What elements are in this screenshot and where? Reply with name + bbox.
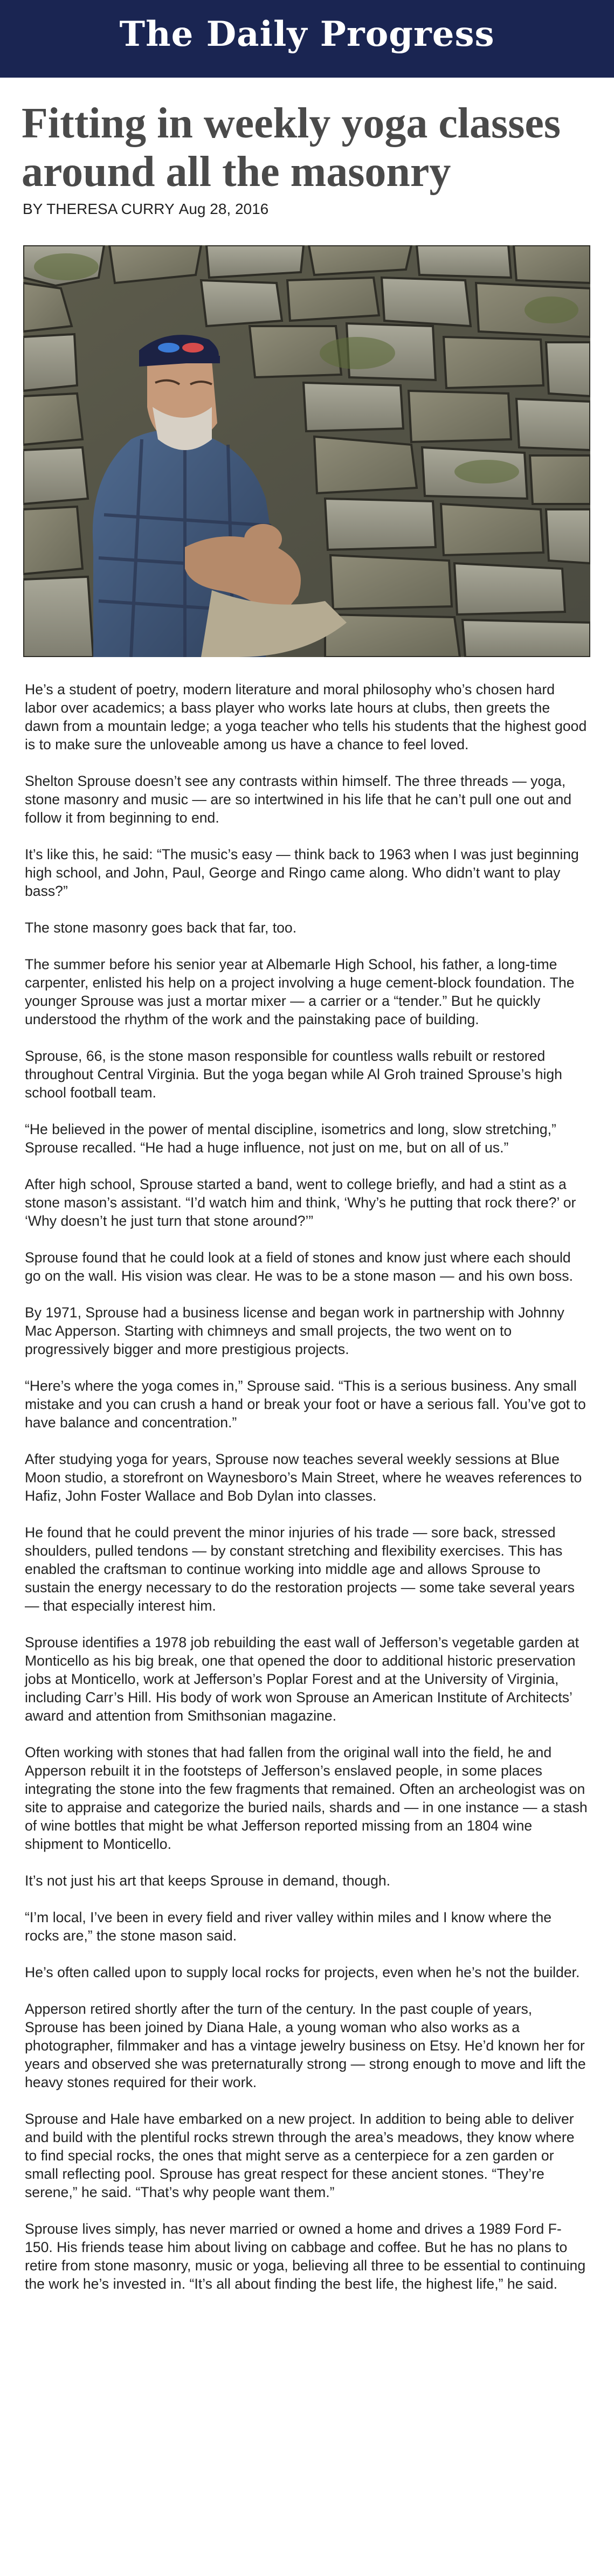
paragraph: The summer before his senior year at Albemarle High School, his father, a long-time carpenter, enlisted his help on a project involving a huge cement-block foundation. The younger Sprouse was just a mortar mixer — a carrier or a “tender.” But he quickly understood the rhythm of the work and the painstaking pace of building.: [25, 956, 575, 1027]
paragraph: He’s a student of poetry, modern literature and moral philosophy who’s chosen hard labor over academics; a bass player who works late hours at clubs, then greets the dawn from a mountain ledge; a yoga teacher who tells his students that the highest good is to make sure the unloveable among us have a chance to feel loved.: [25, 681, 587, 752]
paragraph: Sprouse and Hale have embarked on a new project. In addition to being able to deliver and build with the plentiful rocks strewn through the area’s meadows, they know where to find special rocks, the ones that might serve as a centerpiece for a zen garden or small reflecting pool. Sprouse has great respect for these ancient stones. “They’re serene,” he said. “That’s why people want them.”: [25, 2111, 575, 2200]
paragraph: Shelton Sprouse doesn’t see any contrasts within himself. The three threads — yoga, stone masonry and music — are so intertwined in his life that he can’t pull one out and follow it from beginning to end.: [25, 773, 572, 826]
paragraph: After high school, Sprouse started a band, went to college briefly, and had a stint as a stone mason’s assistant. “I’d watch him and think, ‘Why’s he putting that rock there?’ or ‘Why doesn’t he just turn that stone around?’”: [25, 1176, 576, 1229]
paragraph: By 1971, Sprouse had a business license and began work in partnership with Johnny Mac Apperson. Starting with chimneys and small projects, the two went on to progressively bigger and more prestigious projects.: [25, 1304, 564, 1357]
paragraph: It’s like this, he said: “The music’s easy — think back to 1963 when I was just beginning high school, and John, Paul, George and Ringo came along. Who didn’t want to play bass?”: [25, 846, 579, 899]
masthead: [0, 0, 614, 78]
paragraph: “I’m local, I’ve been in every field and river valley within miles and I know where the rocks are,” the stone mason said.: [25, 1909, 552, 1944]
article-photo: [23, 245, 590, 657]
byline-date: Aug 28, 2016: [178, 201, 269, 217]
article-headline: Fitting in weekly yoga classes around all the masonry: [22, 100, 561, 196]
paragraph: After studying yoga for years, Sprouse now teaches several weekly sessions at Blue Moon studio, a storefront on Waynesboro’s Main Street, where he weaves references to Hafiz, John Foster Wallace and Bob Dylan into classes.: [25, 1451, 582, 1504]
paragraph: The stone masonry goes back that far, too.: [25, 920, 297, 936]
byline: [23, 201, 273, 218]
byline-author: BY THERESA CURRY: [23, 201, 175, 217]
paragraph: He’s often called upon to supply local rocks for projects, even when he’s not the builder.: [25, 1964, 580, 1980]
masthead-logo[interactable]: The Daily Progress: [119, 14, 495, 54]
article-body: [25, 680, 588, 2311]
paragraph: Sprouse identifies a 1978 job rebuilding the east wall of Jefferson’s vegetable garden at Monticello as his big break, one that opened the door to additional historic preservation jobs at Monticello, work at Jefferson’s Poplar Forest and at the University of Virginia, including Carr’s Hill. His body of work won Sprouse an American Institute of Architects’ award and attention from Smithsonian magazine.: [25, 1634, 579, 1724]
paragraph: Sprouse lives simply, has never married or owned a home and drives a 1989 Ford F-150. His friends tease him about living on cabbage and coffee. But he has no plans to retire from stone masonry, music or yoga, believing all three to be essential to continuing the work he’s invested in. “It’s all about finding the best life, the highest life,” he said.: [25, 2221, 586, 2292]
paragraph: Apperson retired shortly after the turn of the century. In the past couple of years, Sprouse has been joined by Diana Hale, a young woman who also works as a photographer, filmmaker and has a vintage jewelry business on Etsy. He’d known her for years and observed she was preternaturally strong — strong enough to move and lift the heavy stones required for their work.: [25, 2001, 586, 2090]
paragraph: Sprouse, 66, is the stone mason responsible for countless walls rebuilt or restored throughout Central Virginia. But the yoga began while Al Groh trained Sprouse’s high school football team.: [25, 1048, 562, 1101]
paragraph: He found that he could prevent the minor injuries of his trade — sore back, stressed shoulders, pulled tendons — by constant stretching and flexibility exercises. This has enabled the craftsman to continue working into middle age and allows Sprouse to sustain the energy necessary to do the restoration projects — some take several years — that especially interest him.: [25, 1524, 575, 1614]
paragraph: “Here’s where the yoga comes in,” Sprouse said. “This is a serious business. Any small mistake and you can crush a hand or break your foot or have a serious fall. You’ve got to have balance and concentration.”: [25, 1378, 586, 1431]
paragraph: “He believed in the power of mental discipline, isometrics and long, slow stretching,” Sprouse recalled. “He had a huge influence, not just on me, but on all of us.”: [25, 1121, 556, 1156]
paragraph: Often working with stones that had fallen from the original wall into the field, he and Apperson rebuilt it in the footsteps of Jefferson’s enslaved people, in some places integrating the stone into the few fragments that remained. Often an archeologist was on site to appraise and categorize the buried nails, shards and — in one instance — a stash of wine bottles that might be what Jefferson reported missing from an 1804 wine shipment to Monticello.: [25, 1744, 588, 1852]
paragraph: Sprouse found that he could look at a field of stones and know just where each should go on the wall. His vision was clear. He was to be a stone mason — and his own boss.: [25, 1249, 573, 1284]
paragraph: It’s not just his art that keeps Sprouse in demand, though.: [25, 1873, 391, 1889]
